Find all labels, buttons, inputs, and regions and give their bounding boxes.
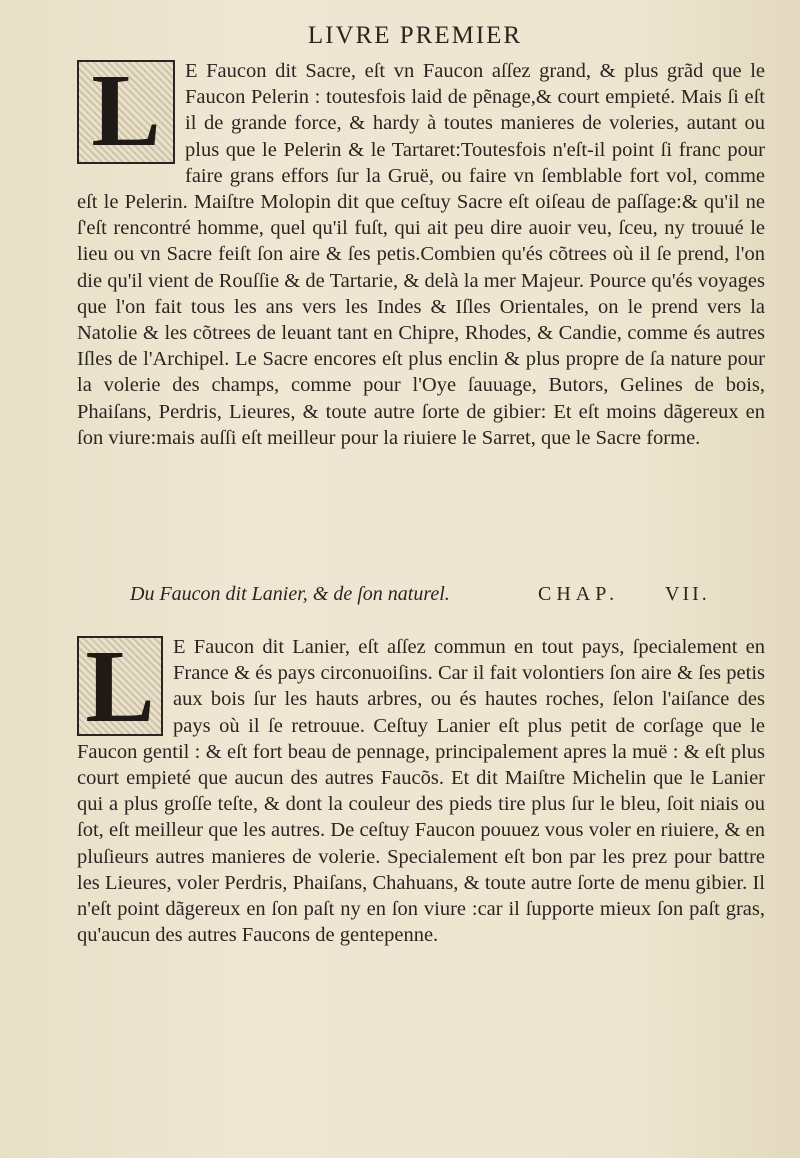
paragraph-sacre-text: E Faucon dit Sacre, eſt vn Faucon aſſez grand, & plus grãd que le Faucon Pelerin : toutesfois laid de pẽnage,& court empieté. Mais ſi eſt il de grande force, & hardy à toutes manieres de voleries, autant ou plus que le Pelerin & le Tartaret:Toutesfois n'eſt-il point ſi franc pour faire grans effors ſur la Gruë, ou faire vn ſemblable fort vol, comme eſt le Pelerin. Maiſtre Molopin dit que ceſtuy Sacre eſt oiſeau de paſſage:& qu'il ne ſ'eſt rencontré homme, quel qu'il fuſt, qui ait peu dire auoir veu, ſceu, ny trouué le lieu ou vn Sacre feiſt ſon aire & ſes petis.Combien qu'és cõtrees où il ſe prend, l'on die qu'il vient de Rouſſie & de Tartarie, & delà la mer Majeur. Pource qu'és voyages que l'on fait tous les ans vers les Indes & Iſles Orientales, on le prend vers la Natolie & les cõtrees de leuant tant en Chipre, Rhodes, & Candie, comme és autres Iſles de l'Archipel. Le Sacre encores eſt plus enclin & plus propre de ſa nature pour la volerie des champs, comme pour l'Oye ſauuage, Butors, Gelines de bois, Phaiſans, Perdris, Lieures, & toute autre ſorte de gibier: Et eſt moins dãgereux en ſon viure:mais auſſi eſt meilleur pour la riuiere le Sarret, que le Sacre forme. (77, 60, 765, 449)
ornamental-initial-letter: L (85, 629, 155, 744)
chapter-heading (130, 583, 730, 613)
ornamental-initial-letter: L (91, 53, 161, 168)
running-header: LIVRE PREMIER (307, 22, 523, 49)
chapter-number: VII. (665, 583, 710, 605)
paragraph-sacre (77, 53, 765, 451)
ornamental-initial (77, 53, 175, 168)
chapter-title: Du Faucon dit Lanier, & de ſon naturel. (130, 583, 450, 605)
paragraph-lanier-text: E Faucon dit Lanier, eſt aſſez commun en tout pays, ſpecialement en France & és pays circonuoiſins. Car il fait volontiers ſon aire & ſes petis aux bois ſur les hauts arbres, ou és hautes roches, ſelon l'aiſance des pays où il ſe retrouue. Ceſtuy Lanier eſt plus petit de corſage que le Faucon gentil : & eſt fort beau de pennage, principalement apres la muë : & eſt plus court empieté que aucun des autres Faucõs. Et dit Maiſtre Michelin que le Lanier qui a plus groſſe teſte, & dont la couleur des pieds tire plus ſur le bleu, ſoit niais ou ſot, eſt meilleur que les autres. De ceſtuy Faucon pouuez vous voler en riuiere, & en pluſieurs autres manieres de volerie. Specialement eſt bon par les prez pour battre les Lieures, voler Perdris, Phaiſans, Chahuans, & toute autre ſorte de menu gibier. Il n'eſt point dãgereux en ſon paſt ny en ſon viure :car il ſupporte mieux ſon paſt gras, qu'aucun des autres Faucons de gentepenne. (77, 636, 765, 947)
paragraph-lanier (77, 629, 765, 948)
chapter-label: CHAP. (538, 583, 620, 605)
ornamental-initial (77, 629, 163, 744)
